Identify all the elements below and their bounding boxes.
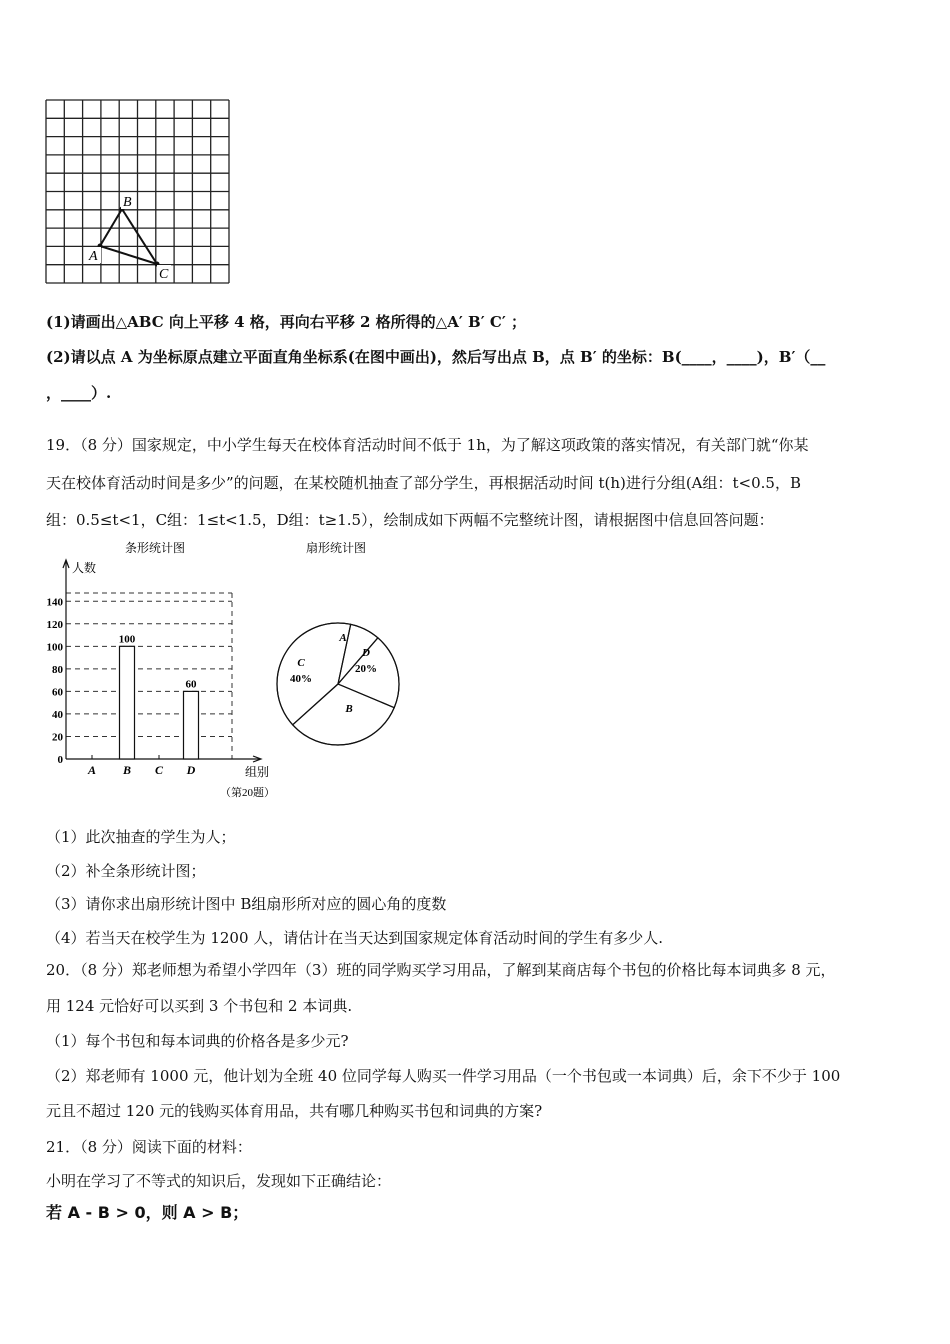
bar-chart (40, 540, 290, 802)
bar-data-label: 60 (185, 678, 197, 691)
x-axis-label: 组别 (245, 765, 270, 779)
q19-sub1: （1）此次抽查的学生为人； (46, 828, 236, 846)
chart-caption: （第20题） (220, 787, 275, 799)
y-tick-label: 40 (52, 708, 63, 721)
y-tick-label: 80 (52, 663, 63, 676)
q20-sub2b: 元且不超过 120 元的钱购买体育用品，共有哪几种购买书包和词典的方案? (46, 1102, 543, 1120)
q19-line3: 组：0.5≤t<1，C组：1≤t<1.5，D组：t≥1.5），绘制成如下两幅不完整统计图，请根据图中信息回答问题： (46, 511, 774, 529)
q20-line2: 用 124 元恰好可以买到 3 个书包和 2 本词典. (46, 997, 353, 1015)
label-b: B (123, 195, 132, 210)
bar (184, 691, 199, 759)
q18-part2: (2)请以点 A 为坐标原点建立平面直角坐标系(在图中画出)，然后写出点 B，点 B′ 的坐标：B(____，____)，B′（__ (46, 348, 826, 366)
pie-slice-label: B (345, 703, 353, 715)
y-axis-label: 人数 (72, 561, 97, 575)
bar (120, 646, 135, 759)
q19-line2: 天在校体育活动时间是多少”的问题，在某校随机抽查了部分学生，再根据活动时间 t(h)进行分组(A组：t<0.5，B (46, 474, 801, 492)
y-tick-label: 60 (52, 686, 63, 699)
pie-slice-label: A (339, 632, 347, 644)
pie-slice-value: 20% (355, 663, 377, 675)
x-tick-label: C (154, 763, 164, 777)
triangle-side-ac (100, 246, 157, 264)
x-tick-label: D (186, 763, 196, 777)
q19-sub2: （2）补全条形统计图； (46, 862, 206, 880)
y-tick-label: 20 (52, 731, 63, 744)
q20-sub2a: （2）郑老师有 1000 元，他计划为全班 40 位同学每人购买一件学习用品（一个书包或一本词典）后，余下不少于 100 (46, 1067, 841, 1085)
bar-data-label: 100 (118, 633, 136, 646)
q20-sub1: （1）每个书包和每本词典的价格各是多少元? (46, 1032, 349, 1050)
label-c: C (159, 267, 169, 282)
pie-slice-label: D (362, 647, 370, 659)
y-tick-label: 100 (46, 641, 63, 654)
q21-line3: 若 A - B > 0，则 A > B； (46, 1203, 249, 1222)
pie-chart (270, 536, 410, 752)
pie-slice-label: C (297, 657, 305, 669)
y-tick-label: 0 (57, 754, 63, 766)
q19-line1: 19．（8 分）国家规定，中小学生每天在校体育活动时间不低于 1h，为了解这项政策的落实情况，有关部门就“你某 (46, 436, 809, 454)
x-tick-label: B (122, 763, 132, 777)
y-tick-label: 140 (46, 596, 63, 609)
triangle-side-bc (122, 209, 157, 264)
q19-sub3: （3）请你求出扇形统计图中 B组扇形所对应的圆心角的度数 (46, 895, 447, 913)
pie-chart-title: 扇形统计图 (306, 541, 367, 555)
q21-line2: 小明在学习了不等式的知识后，发现如下正确结论： (46, 1172, 392, 1190)
x-tick-label: A (87, 763, 97, 777)
q20-line1: 20．（8 分）郑老师想为希望小学四年（3）班的同学购买学习用品，了解到某商店每个书包的价格比每本词典多 8 元， (46, 961, 836, 979)
q19-sub4: （4）若当天在校学生为 1200 人，请估计在当天达到国家规定体育活动时间的学生有多少人. (46, 929, 664, 947)
label-a: A (89, 249, 98, 264)
q21-line1: 21．（8 分）阅读下面的材料： (46, 1138, 252, 1156)
grid-figure (44, 98, 234, 290)
q18-part1: (1)请画出△ABC 向上平移 4 格，再向右平移 2 格所得的△A′ B′ C′ ； (46, 313, 527, 331)
pie-slice-value: 40% (290, 673, 312, 685)
y-tick-label: 120 (46, 618, 63, 631)
q18-part2-cont: ，____）. (46, 384, 112, 402)
bar-chart-title: 条形统计图 (125, 541, 186, 555)
